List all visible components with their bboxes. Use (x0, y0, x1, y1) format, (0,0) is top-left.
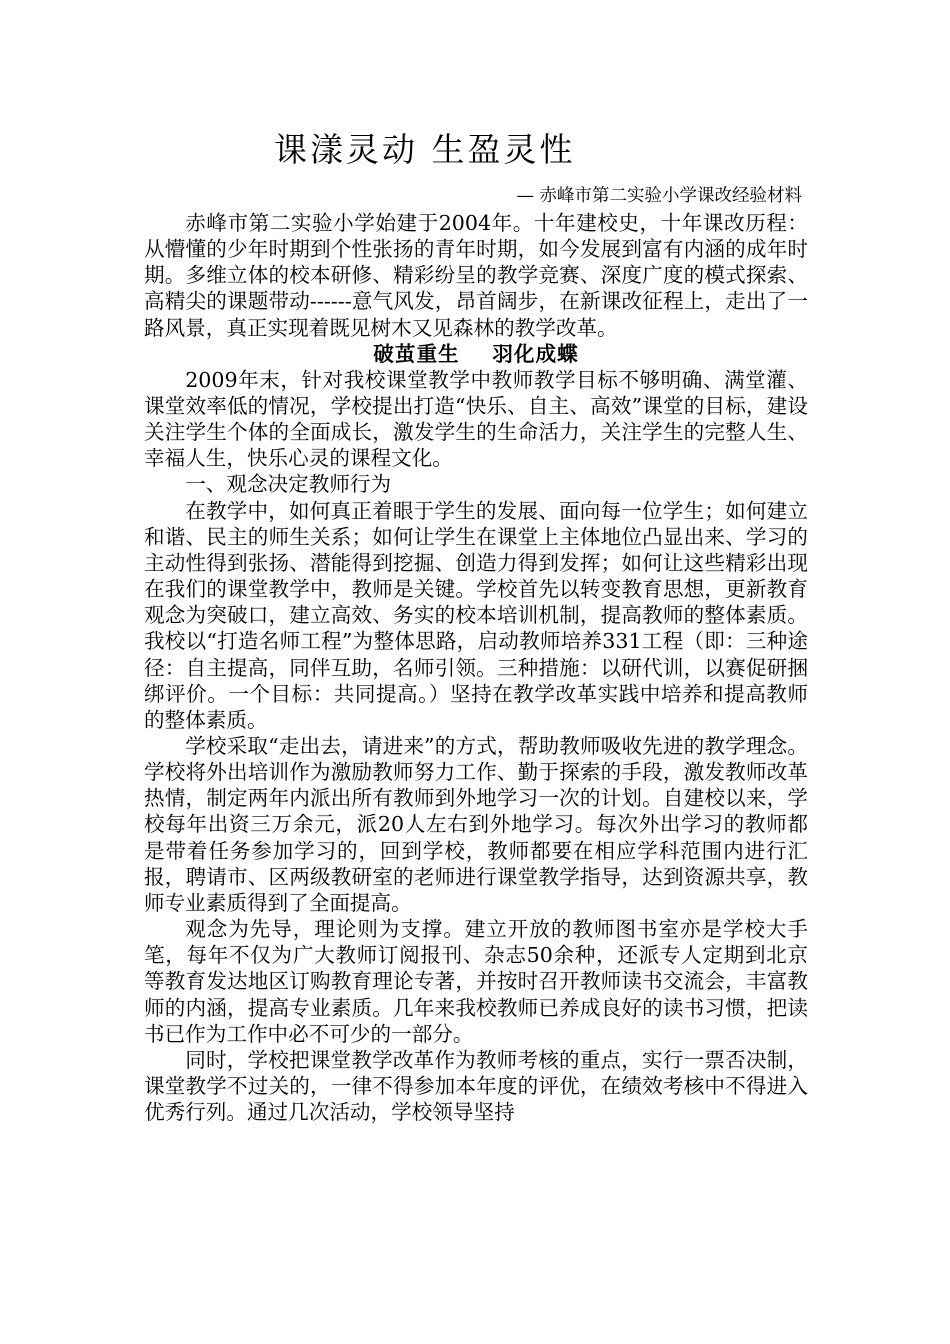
section-title: 破茧重生 羽化成蝶 (373, 341, 579, 366)
document-subtitle: — 赤峰市第二实验小学课改经验材料 (516, 186, 802, 206)
document-title: 课漾灵动 生盈灵性 (274, 130, 576, 169)
body-paragraph-2: 学校采取“走出去，请进来”的方式，帮助教师吸收先进的教学理念。学校将外出培训作为激励教师努力工作、勤于探索的手段，激发教师改革热情，制定两年内派出所有教师到外地学习一次的计划。自建校以来，学校每年出资三万余元，派20人左右到外地学习。每次外出学习的教师都是带着任务参加学习的，回到学校，教师都要在相应学科范围内进行汇报，聘请市、区两级教研室的老师进行课堂教学指导，达到资源共享，教师专业素质得到了全面提高。 (144, 733, 808, 915)
body-paragraph-4: 同时，学校把课堂教学改革作为教师考核的重点，实行一票否决制，课堂教学不过关的，一律不得参加本年度的评优，在绩效考核中不得进入优秀行列。通过几次活动，学校领导坚持 (144, 1047, 808, 1125)
intro-paragraph: 赤峰市第二实验小学始建于2004年。十年建校史，十年课改历程：从懵懂的少年时期到个性张扬的青年时期，如今发展到富有内涵的成年时期。多维立体的校本研修、精彩纷呈的教学竞赛、深度广度的模式探索、高精尖的课题带动------意气风发，昂首阔步，在新课改征程上，走出了一路风景，真正实现着既见树木又见森林的教学改革。 (144, 211, 808, 340)
section-heading-1: 一、观念决定教师行为 (185, 472, 392, 497)
body-paragraph-1: 在教学中，如何真正着眼于学生的发展、面向每一位学生；如何建立和谐、民主的师生关系；如何让学生在课堂上主体地位凸显出来、学习的主动性得到张扬、潜能得到挖掘、创造力得到发挥；如何让这些精彩出现在我们的课堂教学中，教师是关键。学校首先以转变教育思想，更新教育观念为突破口，建立高效、务实的校本培训机制，提高教师的整体素质。我校以“打造名师工程”为整体思路，启动教师培养331工程（即：三种途径：自主提高，同伴互助，名师引领。三种措施：以研代训，以赛促研捆绑评价。一个目标：共同提高。）坚持在教学改革实践中培养和提高教师的整体素质。 (144, 498, 808, 732)
document-page (144, 128, 808, 1125)
body-paragraph-3: 观念为先导，理论则为支撑。建立开放的教师图书室亦是学校大手笔，每年不仅为广大教师订阅报刊、杂志50余种，还派专人定期到北京等教育发达地区订购教育理论专著，并按时召开教师读书交流会，丰富教师的内涵，提高专业素质。几年来我校教师已养成良好的读书习惯，把读书已作为工作中必不可少的一部分。 (144, 917, 808, 1046)
section-intro-paragraph: 2009年末，针对我校课堂教学中教师教学目标不够明确、满堂灌、课堂效率低的情况，学校提出打造“快乐、自主、高效”课堂的目标，建设关注学生个体的全面成长，激发学生的生命活力，关注学生的完整人生、幸福人生，快乐心灵的课程文化。 (144, 367, 808, 471)
